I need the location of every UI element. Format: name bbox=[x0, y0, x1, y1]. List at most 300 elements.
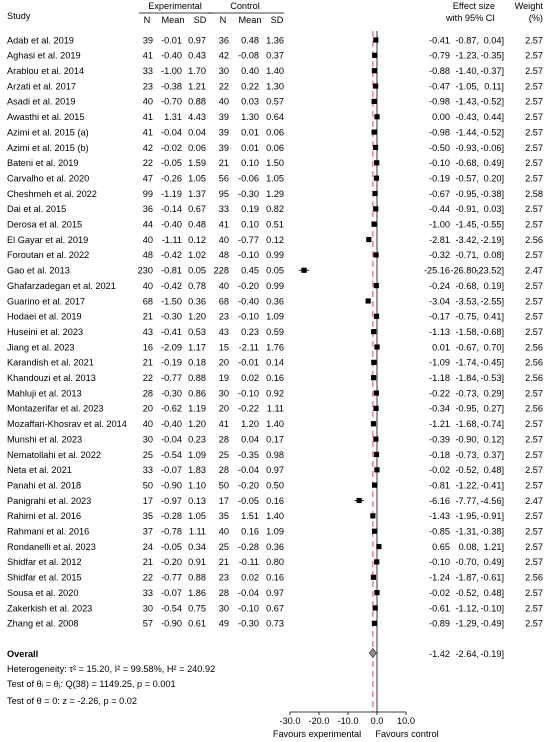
ci-lower: -1.05, bbox=[455, 81, 479, 92]
ctrl-sd: 0.37 bbox=[266, 50, 284, 61]
weight: 2.57 bbox=[525, 388, 543, 399]
overall-diamond bbox=[369, 649, 376, 658]
effect-marker bbox=[371, 421, 376, 426]
header-sd1: SD bbox=[193, 15, 207, 25]
exp-mean: -0.26 bbox=[161, 173, 182, 184]
ctrl-sd: 0.14 bbox=[266, 357, 284, 368]
ci-lower: -1.44, bbox=[455, 127, 479, 138]
study-name: Asadi et al. 2019 bbox=[7, 96, 76, 107]
header-n1: N bbox=[143, 15, 151, 25]
table-row bbox=[7, 496, 543, 506]
exp-n: 20 bbox=[142, 403, 153, 414]
ci-upper: 0.11] bbox=[484, 81, 504, 92]
ci-upper: 1.21] bbox=[483, 541, 504, 552]
weight: 2.57 bbox=[525, 96, 543, 107]
ci-upper: 0.03] bbox=[483, 204, 504, 215]
ctrl-mean: -0.40 bbox=[238, 296, 259, 307]
x-tick-label: 0.0 bbox=[370, 716, 384, 726]
weight: 2.57 bbox=[525, 465, 543, 476]
exp-n: 25 bbox=[142, 449, 153, 460]
exp-sd: 1.83 bbox=[188, 465, 206, 476]
weight: 2.56 bbox=[525, 342, 543, 353]
ci-upper: 0.29] bbox=[483, 388, 504, 399]
ctrl-n: 22 bbox=[218, 81, 229, 92]
exp-mean: -0.81 bbox=[161, 265, 182, 276]
exp-sd: 0.18 bbox=[188, 357, 206, 368]
weight: 2.57 bbox=[525, 35, 543, 46]
ci-upper: -0.61] bbox=[480, 572, 504, 583]
exp-mean: -0.54 bbox=[161, 449, 182, 460]
test-theta-i-text: Test of θᵢ = θⱼ: Q(38) = 1149.25, p = 0.001 bbox=[7, 679, 176, 689]
ci-upper: -2.55] bbox=[480, 296, 504, 307]
effect-size: -0.32 bbox=[429, 250, 450, 261]
weight: 2.57 bbox=[525, 419, 543, 430]
table-row bbox=[7, 250, 543, 260]
table-row bbox=[7, 511, 543, 521]
effect-marker bbox=[374, 390, 379, 395]
ci-lower: -1.84, bbox=[455, 373, 479, 383]
ci-lower: 0.08, bbox=[458, 541, 479, 552]
effect-marker bbox=[373, 437, 378, 442]
exp-n: 30 bbox=[142, 434, 153, 445]
ci-upper: -0.10] bbox=[480, 603, 504, 614]
effect-marker bbox=[371, 329, 376, 334]
effect-marker bbox=[372, 68, 377, 73]
ctrl-mean: -0.20 bbox=[238, 480, 259, 491]
weight: 2.56 bbox=[525, 373, 543, 383]
ctrl-sd: 1.36 bbox=[266, 35, 284, 46]
effect-size: -0.10 bbox=[429, 158, 450, 169]
ctrl-mean: -0.10 bbox=[238, 311, 259, 322]
exp-n: 68 bbox=[142, 296, 153, 307]
study-name: Hodaei et al. 2019 bbox=[7, 311, 82, 322]
ctrl-mean: -0.10 bbox=[238, 603, 259, 614]
exp-sd: 0.78 bbox=[188, 280, 206, 291]
study-name: Gao et al. 2013 bbox=[7, 265, 70, 276]
ctrl-sd: 1.29 bbox=[266, 188, 284, 199]
ci-lower: -3.42, bbox=[455, 234, 479, 245]
ctrl-mean: 0.03 bbox=[241, 96, 259, 107]
table-row bbox=[7, 235, 543, 245]
exp-sd: 0.53 bbox=[188, 326, 206, 337]
ctrl-mean: 0.40 bbox=[241, 66, 259, 76]
weight: 2.57 bbox=[525, 142, 543, 153]
ctrl-n: 40 bbox=[218, 96, 229, 107]
exp-n: 40 bbox=[142, 96, 153, 107]
ci-upper: -0.38] bbox=[480, 188, 504, 199]
exp-sd: 0.67 bbox=[188, 204, 206, 215]
exp-mean: -0.19 bbox=[161, 357, 182, 368]
header-effect-ci: with 95% CI bbox=[445, 13, 495, 23]
effect-size: -0.44 bbox=[429, 204, 450, 215]
study-name: Aghasi et al. 2019 bbox=[7, 50, 81, 61]
ctrl-mean: 0.02 bbox=[241, 572, 259, 583]
study-name: Rondanelli et al. 2023 bbox=[7, 541, 96, 552]
ci-upper: -0.53] bbox=[480, 373, 504, 383]
ci-lower: -0.43, bbox=[455, 112, 479, 123]
weight: 2.57 bbox=[525, 280, 543, 291]
exp-n: 33 bbox=[142, 465, 153, 476]
table-row bbox=[7, 158, 543, 168]
ctrl-mean: -2.11 bbox=[238, 342, 259, 353]
exp-mean: -0.70 bbox=[161, 96, 182, 107]
exp-n: 22 bbox=[142, 158, 153, 169]
exp-n: 24 bbox=[142, 541, 153, 552]
study-rows bbox=[7, 35, 543, 628]
x-tick-label: -10.0 bbox=[337, 716, 359, 726]
ctrl-sd: 1.09 bbox=[266, 311, 284, 322]
ctrl-mean: 0.04 bbox=[241, 434, 259, 445]
exp-n: 21 bbox=[142, 557, 153, 568]
weight: 2.57 bbox=[525, 587, 543, 598]
weight: 2.58 bbox=[525, 188, 543, 199]
ci-upper: 0.37] bbox=[483, 449, 504, 460]
ctrl-mean: 0.10 bbox=[241, 158, 259, 169]
ctrl-n: 30 bbox=[218, 66, 229, 76]
ci-upper: 0.04] bbox=[483, 35, 504, 46]
exp-sd: 0.23 bbox=[188, 434, 206, 445]
effect-marker bbox=[372, 53, 377, 58]
effect-marker bbox=[372, 99, 377, 104]
effect-size: -3.04 bbox=[429, 296, 450, 307]
x-tick-label: -30.0 bbox=[279, 716, 301, 726]
exp-mean: -0.38 bbox=[161, 81, 182, 92]
ctrl-sd: 0.98 bbox=[266, 449, 284, 460]
ci-upper: 0.19] bbox=[483, 280, 504, 291]
ci-lower: -0.90, bbox=[455, 434, 479, 445]
ci-lower: -1.31, bbox=[455, 526, 479, 537]
ci-upper: -0.52] bbox=[480, 127, 504, 138]
weight: 2.57 bbox=[525, 296, 543, 307]
effect-size: -0.02 bbox=[429, 465, 450, 476]
table-row bbox=[7, 434, 543, 444]
effect-size: -0.34 bbox=[429, 403, 450, 414]
ctrl-sd: 1.30 bbox=[266, 81, 284, 92]
ctrl-sd: 0.97 bbox=[266, 465, 284, 476]
ctrl-sd: 0.59 bbox=[266, 326, 284, 337]
ctrl-n: 28 bbox=[218, 465, 229, 476]
ctrl-n: 39 bbox=[218, 112, 229, 123]
ci-lower: -0.70, bbox=[455, 557, 479, 568]
table-row bbox=[7, 480, 543, 490]
table-row bbox=[7, 358, 543, 368]
study-name: Arablou et al. 2014 bbox=[7, 66, 85, 76]
effect-marker bbox=[374, 114, 379, 119]
exp-n: 48 bbox=[142, 250, 153, 261]
ctrl-n: 28 bbox=[218, 434, 229, 445]
effect-marker bbox=[373, 37, 378, 42]
exp-n: 42 bbox=[142, 142, 153, 153]
effect-marker bbox=[374, 283, 379, 288]
table-row bbox=[7, 66, 543, 76]
ctrl-n: 28 bbox=[218, 587, 229, 598]
ctrl-mean: 1.51 bbox=[241, 511, 259, 522]
exp-sd: 1.11 bbox=[188, 526, 206, 537]
ctrl-sd: 0.17 bbox=[266, 434, 284, 445]
weight: 2.57 bbox=[525, 326, 543, 337]
table-row bbox=[7, 143, 543, 153]
weight: 2.47 bbox=[525, 495, 543, 506]
table-row bbox=[7, 404, 543, 414]
ci-upper: 0.41] bbox=[483, 311, 504, 322]
effect-size: -0.67 bbox=[429, 188, 450, 199]
ctrl-n: 56 bbox=[218, 173, 229, 184]
ci-lower: -1.43, bbox=[455, 96, 479, 107]
exp-mean: -1.11 bbox=[161, 234, 182, 245]
exp-mean: -0.90 bbox=[161, 618, 182, 629]
ctrl-mean: -0.06 bbox=[238, 173, 259, 184]
exp-mean: -0.40 bbox=[161, 50, 182, 61]
effect-marker bbox=[372, 621, 377, 626]
effect-marker bbox=[371, 575, 376, 580]
study-name: Karandish et al. 2021 bbox=[7, 357, 94, 368]
ci-upper: 0.48] bbox=[483, 587, 504, 598]
exp-mean: -0.02 bbox=[161, 142, 182, 153]
weight: 2.56 bbox=[525, 572, 543, 583]
ci-upper: 0.48] bbox=[483, 465, 504, 476]
study-name: Mahluji et al. 2013 bbox=[7, 388, 82, 399]
exp-mean: -1.19 bbox=[161, 188, 182, 199]
effect-size: -0.88 bbox=[429, 66, 450, 76]
exp-mean: -0.42 bbox=[161, 250, 182, 261]
table-row bbox=[7, 51, 543, 61]
ci-upper: -0.06] bbox=[480, 142, 504, 153]
exp-n: 33 bbox=[142, 66, 153, 76]
ctrl-sd: 0.50 bbox=[266, 480, 284, 491]
weight: 2.57 bbox=[525, 66, 543, 76]
ctrl-sd: 0.80 bbox=[266, 557, 284, 568]
ci-upper: -0.74] bbox=[480, 419, 504, 430]
effect-size: -0.41 bbox=[429, 35, 450, 46]
study-name: Azimi et al. 2015 (a) bbox=[7, 127, 89, 138]
ctrl-n: 49 bbox=[218, 618, 229, 629]
exp-sd: 0.34 bbox=[188, 541, 206, 552]
exp-sd: 1.19 bbox=[188, 403, 206, 414]
exp-sd: 1.37 bbox=[188, 188, 206, 199]
table-row bbox=[7, 557, 543, 567]
study-name: Dai et al. 2015 bbox=[7, 204, 67, 215]
header-mean1: Mean bbox=[161, 15, 185, 25]
table-row bbox=[7, 573, 543, 583]
ci-lower: -0.75, bbox=[455, 311, 479, 322]
ctrl-mean: 0.01 bbox=[241, 142, 259, 153]
effect-marker bbox=[372, 529, 377, 534]
ctrl-sd: 0.99 bbox=[266, 280, 284, 291]
ctrl-n: 17 bbox=[218, 495, 229, 506]
header-study: Study bbox=[7, 11, 31, 21]
study-name: Jiang et al. 2023 bbox=[7, 342, 75, 353]
ctrl-sd: 0.57 bbox=[266, 96, 284, 107]
ctrl-n: 25 bbox=[218, 541, 229, 552]
header-mean2: Mean bbox=[238, 15, 262, 25]
weight: 2.57 bbox=[525, 204, 543, 215]
table-row bbox=[7, 327, 543, 337]
effect-marker bbox=[374, 160, 379, 165]
ctrl-sd: 0.51 bbox=[266, 219, 284, 230]
ci-lower: -1.12, bbox=[455, 603, 479, 614]
ci-lower: -0.57, bbox=[455, 173, 479, 184]
ci-upper: -0.49] bbox=[480, 618, 504, 629]
ci-lower: -7.77, bbox=[455, 495, 479, 506]
effect-marker bbox=[373, 406, 378, 411]
weight: 2.57 bbox=[525, 557, 543, 568]
effect-size: -0.22 bbox=[429, 388, 450, 399]
ctrl-n: 39 bbox=[218, 142, 229, 153]
test-theta-zero-text: Test of θ = 0: z = -2.26, p = 0.02 bbox=[7, 696, 137, 706]
ci-lower: -0.93, bbox=[455, 142, 479, 153]
ctrl-sd: 1.40 bbox=[266, 66, 284, 76]
exp-n: 37 bbox=[142, 526, 153, 537]
table-row bbox=[7, 189, 543, 199]
effect-size: -1.21 bbox=[429, 419, 450, 430]
ci-lower: -0.68, bbox=[455, 158, 479, 169]
exp-n: 40 bbox=[142, 280, 153, 291]
exp-mean: -0.62 bbox=[161, 403, 182, 414]
exp-sd: 1.70 bbox=[188, 66, 206, 76]
ci-lower: -1.87, bbox=[455, 572, 479, 583]
overall-es: -1.42 bbox=[429, 649, 450, 659]
study-name: Khandouzi et al. 2013 bbox=[7, 373, 96, 383]
ci-upper: -0.45] bbox=[480, 357, 504, 368]
effect-size: -0.19 bbox=[429, 173, 450, 184]
exp-sd: 1.02 bbox=[188, 250, 206, 261]
ctrl-n: 68 bbox=[218, 296, 229, 307]
ctrl-n: 23 bbox=[218, 572, 229, 583]
ci-lower: -1.68, bbox=[455, 419, 479, 430]
effect-marker bbox=[374, 467, 379, 472]
exp-mean: -0.40 bbox=[161, 419, 182, 430]
exp-mean: -0.07 bbox=[161, 587, 182, 598]
ci-lower: -0.73, bbox=[455, 449, 479, 460]
exp-mean: -0.05 bbox=[161, 541, 182, 552]
exp-sd: 1.09 bbox=[188, 449, 206, 460]
weight: 2.57 bbox=[525, 173, 543, 184]
effect-marker bbox=[373, 206, 378, 211]
exp-n: 16 bbox=[142, 342, 153, 353]
exp-sd: 0.91 bbox=[188, 557, 206, 568]
exp-n: 35 bbox=[142, 511, 153, 522]
ctrl-mean: 0.19 bbox=[241, 204, 259, 215]
exp-n: 30 bbox=[142, 603, 153, 614]
exp-n: 41 bbox=[142, 50, 153, 61]
effect-size: 0.00 bbox=[432, 112, 450, 123]
exp-n: 44 bbox=[142, 219, 153, 230]
ctrl-n: 228 bbox=[213, 265, 229, 276]
ci-upper: -0.38] bbox=[480, 526, 504, 537]
ctrl-n: 36 bbox=[218, 35, 229, 46]
effect-marker bbox=[373, 252, 378, 257]
study-name: Azimi et al. 2015 (b) bbox=[7, 142, 89, 153]
ctrl-n: 43 bbox=[218, 326, 229, 337]
ctrl-sd: 0.73 bbox=[266, 618, 284, 629]
effect-size: -0.17 bbox=[429, 311, 450, 322]
study-name: Shidfar et al. 2015 bbox=[7, 572, 82, 583]
effect-size: -0.98 bbox=[429, 96, 450, 107]
ci-upper: -0.55] bbox=[480, 219, 504, 230]
effect-size: 0.65 bbox=[432, 541, 450, 552]
exp-sd: 0.86 bbox=[188, 388, 206, 399]
ci-lower: -1.29, bbox=[455, 618, 479, 629]
table-row bbox=[7, 312, 543, 322]
weight: 2.57 bbox=[525, 434, 543, 445]
ctrl-n: 41 bbox=[218, 219, 229, 230]
study-name: Carvalho et al. 2020 bbox=[7, 173, 90, 184]
overall-hi: -0.19] bbox=[480, 649, 504, 659]
ci-lower: -0.52, bbox=[455, 587, 479, 598]
study-name: Neta et al. 2021 bbox=[7, 465, 72, 476]
ci-upper: -0.52] bbox=[480, 96, 504, 107]
ctrl-n: 19 bbox=[218, 373, 229, 383]
study-name: Adab et al. 2019 bbox=[7, 35, 74, 46]
effect-size: -0.50 bbox=[429, 142, 450, 153]
ctrl-mean: 1.20 bbox=[241, 419, 259, 430]
effect-size: -6.16 bbox=[429, 495, 450, 506]
ctrl-mean: 0.02 bbox=[241, 373, 259, 383]
exp-mean: -0.04 bbox=[161, 434, 182, 445]
weight: 2.57 bbox=[525, 603, 543, 614]
table-row bbox=[7, 465, 543, 475]
exp-sd: 0.48 bbox=[188, 219, 206, 230]
ctrl-mean: 0.10 bbox=[241, 219, 259, 230]
ctrl-n: 39 bbox=[218, 127, 229, 138]
effect-size: -0.39 bbox=[429, 434, 450, 445]
table-row bbox=[7, 388, 543, 398]
exp-n: 17 bbox=[142, 495, 153, 506]
weight: 2.47 bbox=[525, 265, 543, 276]
exp-mean: -0.40 bbox=[161, 219, 182, 230]
exp-sd: 1.05 bbox=[188, 173, 206, 184]
ci-upper: -4.56] bbox=[480, 495, 504, 506]
effect-size: -0.02 bbox=[429, 587, 450, 598]
study-name: Montazerifar et al. 2023 bbox=[7, 403, 104, 414]
exp-sd: 1.20 bbox=[188, 419, 206, 430]
ci-lower: -3.53, bbox=[455, 296, 479, 307]
ctrl-n: 21 bbox=[218, 158, 229, 169]
ctrl-mean: 0.48 bbox=[241, 35, 259, 46]
ctrl-mean: 0.23 bbox=[241, 326, 259, 337]
exp-sd: 1.20 bbox=[188, 311, 206, 322]
effect-marker bbox=[372, 130, 377, 135]
ctrl-n: 50 bbox=[218, 480, 229, 491]
ctrl-n: 30 bbox=[218, 603, 229, 614]
ctrl-sd: 0.06 bbox=[266, 142, 284, 153]
effect-marker bbox=[366, 298, 371, 303]
exp-mean: -0.78 bbox=[161, 526, 182, 537]
weight: 2.57 bbox=[525, 541, 543, 552]
ctrl-mean: 0.22 bbox=[241, 81, 259, 92]
ctrl-n: 42 bbox=[218, 50, 229, 61]
exp-n: 57 bbox=[142, 618, 153, 629]
exp-mean: -0.77 bbox=[161, 373, 182, 383]
effect-size: -1.43 bbox=[429, 511, 450, 522]
exp-sd: 1.59 bbox=[188, 158, 206, 169]
ci-lower: -0.52, bbox=[455, 465, 479, 476]
exp-n: 23 bbox=[142, 81, 153, 92]
ctrl-mean: -0.20 bbox=[238, 280, 259, 291]
effect-size: -0.81 bbox=[429, 480, 450, 491]
study-name: Bateni et al. 2019 bbox=[7, 158, 79, 169]
ctrl-sd: 1.76 bbox=[266, 342, 284, 353]
weight: 2.57 bbox=[525, 526, 543, 537]
exp-n: 21 bbox=[142, 357, 153, 368]
ci-lower: -1.22, bbox=[455, 480, 479, 491]
table-row bbox=[7, 204, 543, 214]
ctrl-sd: 0.12 bbox=[266, 234, 284, 245]
ctrl-sd: 1.09 bbox=[266, 526, 284, 537]
exp-sd: 0.06 bbox=[188, 142, 206, 153]
ci-upper: 0.44] bbox=[483, 112, 504, 123]
exp-n: 41 bbox=[142, 112, 153, 123]
